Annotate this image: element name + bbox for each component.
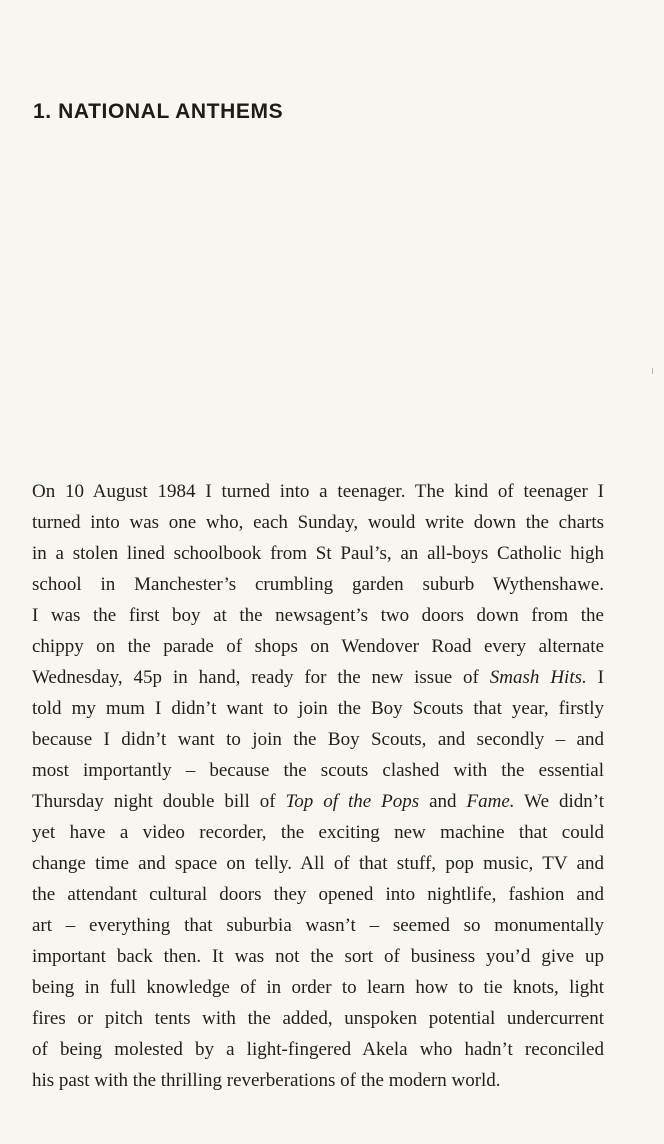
text-run: art – everything that suburbia wasn’t – seemed so monumentally xyxy=(32,915,604,936)
text-run: chippy on the parade of shops on Wendover Road every alternate xyxy=(32,636,604,657)
text-run: I was the first boy at the newsagent’s two doors down from the xyxy=(32,605,604,626)
text-run: school in Manchester’s crumbling garden suburb Wythenshawe. xyxy=(32,574,604,595)
italic-title-text: Smash Hits. xyxy=(489,667,587,688)
text-line xyxy=(32,693,604,724)
text-line xyxy=(32,724,604,755)
text-run: in a stolen lined schoolbook from St Paul’s, an all-boys Catholic high xyxy=(32,543,604,564)
text-line xyxy=(32,507,604,538)
text-line xyxy=(32,569,604,600)
text-line xyxy=(32,941,604,972)
text-line xyxy=(32,1003,604,1034)
text-run: most importantly – because the scouts clashed with the essential xyxy=(32,760,604,781)
text-run: the attendant cultural doors they opened into nightlife, fashion and xyxy=(32,884,604,905)
text-run: On 10 August 1984 I turned into a teenager. The kind of teenager I xyxy=(32,481,604,502)
text-line xyxy=(32,755,604,786)
text-line xyxy=(32,910,604,941)
margin-mark xyxy=(652,368,653,374)
text-run: Wednesday, 45p in hand, ready for the new issue of xyxy=(32,667,490,688)
text-line xyxy=(32,972,604,1003)
italic-title-text: Top of the Pops xyxy=(285,791,420,812)
text-run: fires or pitch tents with the added, unspoken potential undercurrent xyxy=(32,1008,604,1029)
text-line xyxy=(32,662,604,693)
text-run: Thursday night double bill of xyxy=(32,791,286,812)
text-line xyxy=(32,476,604,507)
text-run: important back then. It was not the sort of business you’d give up xyxy=(32,946,604,967)
text-run: because I didn’t want to join the Boy Scouts, and secondly – and xyxy=(32,729,604,750)
text-run: turned into was one who, each Sunday, would write down the charts xyxy=(32,512,604,533)
text-run: his past with the thrilling reverberations of the modern world. xyxy=(32,1070,501,1091)
text-line xyxy=(32,1065,604,1096)
text-line xyxy=(32,1034,604,1065)
body-paragraph xyxy=(32,476,604,1096)
text-run: of being molested by a light-fingered Akela who hadn’t reconciled xyxy=(32,1039,604,1060)
text-line xyxy=(32,631,604,662)
text-line xyxy=(32,879,604,910)
text-line xyxy=(32,817,604,848)
chapter-title: 1. NATIONAL ANTHEMS xyxy=(33,100,284,123)
text-line xyxy=(32,786,604,817)
italic-title-text: Fame. xyxy=(466,791,515,812)
text-line xyxy=(32,848,604,879)
text-run: told my mum I didn’t want to join the Boy Scouts that year, firstly xyxy=(32,698,604,719)
text-run: I xyxy=(586,667,605,688)
text-line xyxy=(32,600,604,631)
text-run: We didn’t xyxy=(514,791,605,812)
text-run: change time and space on telly. All of that stuff, pop music, TV and xyxy=(32,853,604,874)
text-run: being in full knowledge of in order to learn how to tie knots, light xyxy=(32,977,604,998)
text-line xyxy=(32,538,604,569)
text-run: and xyxy=(419,791,467,812)
text-run: yet have a video recorder, the exciting new machine that could xyxy=(32,822,604,843)
